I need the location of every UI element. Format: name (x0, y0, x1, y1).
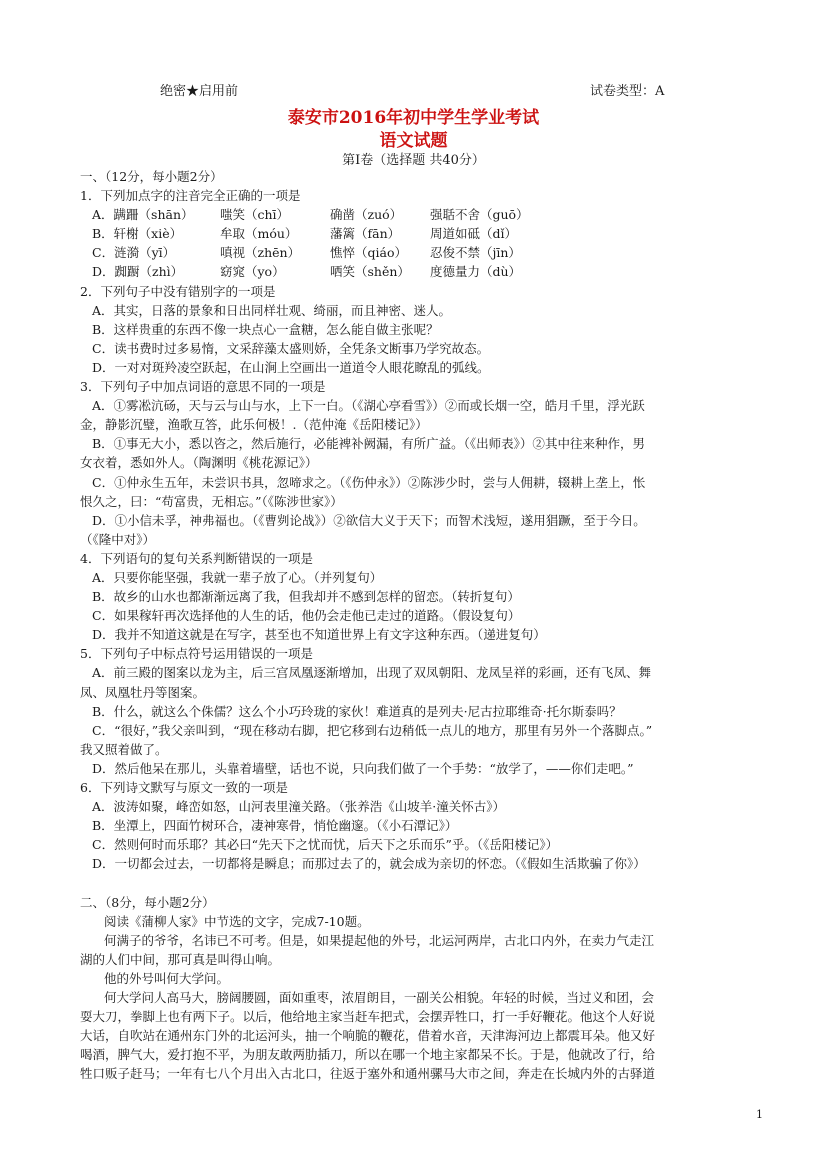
q5-stem: 5．下列句子中标点符号运用错误的一项是 (80, 646, 313, 662)
passage-p2: 他的外号叫何大学问。 (104, 970, 230, 986)
q3-stem: 3．下列句子中加点词语的意思不同的一项是 (80, 379, 326, 395)
confidential-label: 绝密★启用前 (160, 84, 239, 99)
q1-c-1: C．涟漪（yī） (92, 245, 176, 261)
q2-option-b: B．这样贵重的东西不像一块点心一盒糖，怎么能自做主张呢？ (92, 321, 439, 337)
passage-p3-line4: 喝酒，脾气大，爱打抱不平，为朋友敢两肋插刀，所以在哪一个地主家都呆不长。于是，他就改了行，给 (80, 1047, 656, 1063)
section-gap (80, 873, 760, 892)
q6-stem: 6．下列诗文默写与原文一致的一项是 (80, 780, 288, 795)
reading-intro: 阅读《蒲柳人家》中节选的文字，完成7-10题。 (104, 913, 370, 929)
q5-option-a-line1: A．前三殿的图案以龙为主，后三宫凤凰逐渐增加，出现了双凤朝阳、龙凤呈祥的彩画，还有飞凤、舞 (92, 665, 652, 681)
q1-a-1: A．蹒跚（shān） (92, 207, 194, 223)
q4-stem: 4．下列语句的复句关系判断错误的一项是 (80, 550, 313, 566)
q1-d-1: D．踟蹰（zhì） (92, 264, 184, 280)
q3-option-c-line1: C．①仲永生五年，未尝识书具，忽啼求之。（《伤仲永》）②陈涉少时，尝与人佣耕，辍耕上垄上，怅 (92, 474, 646, 490)
paper-type-label: 试卷类型：A (590, 84, 665, 99)
q1-a-2: 嗤笑（chī） (220, 207, 290, 223)
q3-option-b-line1: B．①事无大小，悉以咨之，然后施行，必能裨补阙漏，有所广益。（《出师表》）②其中往来种作，男 (92, 436, 645, 452)
passage-p3-line2: 耍大刀，拳脚上也有两下子。以后，他给地主家当赶车把式，会摆弄牲口，打一手好鞭花。他这个人好说 (80, 1009, 656, 1025)
q6-option-a: A．波涛如聚，峰峦如怒，山河表里潼关路。（张养浩《山坡羊·潼关怀古》） (92, 799, 506, 815)
q1-b-3: 藩篱（fān） (330, 226, 401, 242)
q1-row-a (80, 205, 760, 224)
q6-option-d: D．一切都会过去，一切都将是瞬息；而那过去了的，就会成为亲切的怀恋。（《假如生活欺骗了你》） (92, 856, 646, 872)
part-title: 第Ⅰ卷（选择题 共40分） (342, 153, 485, 168)
q5-option-c-line2: 我又照着做了。 (80, 741, 168, 757)
q3-option-a-line2: 金，静影沉璧，渔歌互答，此乐何极！.（范仲淹《岳阳楼记》） (80, 417, 428, 433)
q1-c-4: 忍俊不禁（jīn） (430, 245, 521, 261)
q1-row-d (80, 262, 760, 281)
section1-heading: 一、（12分，每小题2分） (80, 169, 223, 184)
page-number: 1 (756, 1108, 763, 1121)
exam-title: 泰安市2016年初中学生学业考试 (287, 108, 540, 128)
passage-p3-line3: 大话，自吹站在通州东门外的北运河头，抽一个响脆的鞭花，借着水音，天津海河边上都震耳朵。他又好 (80, 1028, 656, 1044)
q4-option-a: A．只要你能坚强，我就一辈子放了心。（并列复句） (92, 569, 383, 585)
passage-p1-line2: 湖的人们中间，那可真是叫得山响。 (80, 951, 281, 967)
passage-p3-line1: 何大学问人高马大，膀阔腰圆，面如重枣，浓眉朗目，一副关公相貌。年轻的时候，当过义和团，会 (104, 990, 655, 1006)
q1-a-4: 强聒不舍（guō） (430, 207, 529, 223)
q5-option-a-line2: 凤、凤凰牡丹等图案。 (80, 684, 206, 700)
q1-b-4: 周道如砥（dǐ） (430, 226, 517, 242)
q3-option-d-line1: D．①小信未孚，神弗福也。（《曹刿论战》）②欲信大义于天下；而智术浅短，遂用猖蹶，至于今日。 (92, 512, 646, 528)
q4-option-c: C．如果稼轩再次选择他的人生的话，他仍会走他已走过的道路。（假设复句） (92, 608, 521, 624)
q1-c-2: 嗔视（zhēn） (220, 245, 301, 261)
q6-option-b: B．坐潭上，四面竹树环合，凄神寒骨，悄怆幽邃。（《小石潭记》） (92, 818, 458, 834)
q1-c-3: 憔悴（qiáo） (330, 245, 407, 261)
q5-option-c-line1: C．“很好，”我父亲叫到，“现在移动右脚，把它移到右边稍低一点儿的地方，那里有另外一个落脚点。” (92, 722, 653, 738)
q1-d-3: 哂笑（shěn） (330, 264, 410, 280)
q5-option-d: D．然后他呆在那儿，头靠着墙壁，话也不说，只向我们做了一个手势：“放学了，——你们走吧。” (92, 760, 634, 776)
q1-stem: 1．下列加点字的注音完全正确的一项是 (80, 188, 301, 204)
q2-option-d: D．一对对斑羚凌空跃起，在山涧上空画出一道道令人眼花瞭乱的弧线。 (92, 359, 490, 375)
q3-option-a-line1: A．①雾凇沆砀，天与云与山与水，上下一白。（《湖心亭看雪》）②而或长烟一空，皓月千里，浮光跃 (92, 398, 645, 414)
q1-d-2: 窈窕（yo） (220, 264, 285, 280)
q1-a-3: 确凿（zuó） (330, 207, 403, 223)
q6-option-c: C．然则何时而乐耶？其必曰“先天下之忧而忧，后天下之乐而乐”乎。（《岳阳楼记》） (92, 837, 559, 853)
q5-option-b: B．什么，就这么个侏儒？这么个小巧玲珑的家伙！难道真的是列夫·尼古拉耶维奇·托尔斯泰吗？ (92, 703, 622, 719)
section2-heading: 二、（8分，每小题2分） (80, 894, 215, 910)
exam-body (80, 167, 760, 1084)
q2-stem: 2．下列句子中没有错别字的一项是 (80, 283, 276, 299)
exam-subtitle: 语文试题 (379, 131, 448, 151)
q4-option-d: D．我并不知道这就是在写字，甚至也不知道世界上有文字这种东西。（递进复句） (92, 627, 546, 643)
passage-p1-line1: 何满子的爷爷，名讳已不可考。但是，如果提起他的外号，北运河两岸，古北口内外，在卖力气走江 (104, 932, 655, 948)
q1-b-1: B．轩榭（xiè） (92, 226, 183, 242)
q3-option-c-line2: 恨久之，曰：“苟富贵，无相忘。”（《陈涉世家》） (80, 493, 343, 509)
q1-d-4: 度德量力（dù） (430, 264, 522, 280)
q3-option-b-line2: 女衣着，悉如外人。（陶渊明《桃花源记》） (80, 455, 318, 471)
q3-option-d-line2: （《隆中对》） (80, 531, 156, 547)
q4-option-b: B．故乡的山水也都渐渐远离了我，但我却并不感到怎样的留恋。（转折复句） (92, 589, 520, 605)
q1-row-b (80, 224, 760, 243)
q2-option-a: A．其实，日落的景象和日出同样壮观、绮丽，而且神密、迷人。 (92, 302, 452, 318)
q1-b-2: 牟取（móu） (220, 226, 298, 242)
passage-p3-line5: 牲口贩子赶马；一年有七八个月出入古北口，往返于塞外和通州骡马大市之间，奔走在长城内外的古驿道 (80, 1066, 656, 1082)
q2-option-c: C．读书费时过多易惰，文采辞藻太盛则娇，全凭条文断事乃学究故态。 (92, 340, 490, 356)
q1-row-c (80, 243, 760, 262)
